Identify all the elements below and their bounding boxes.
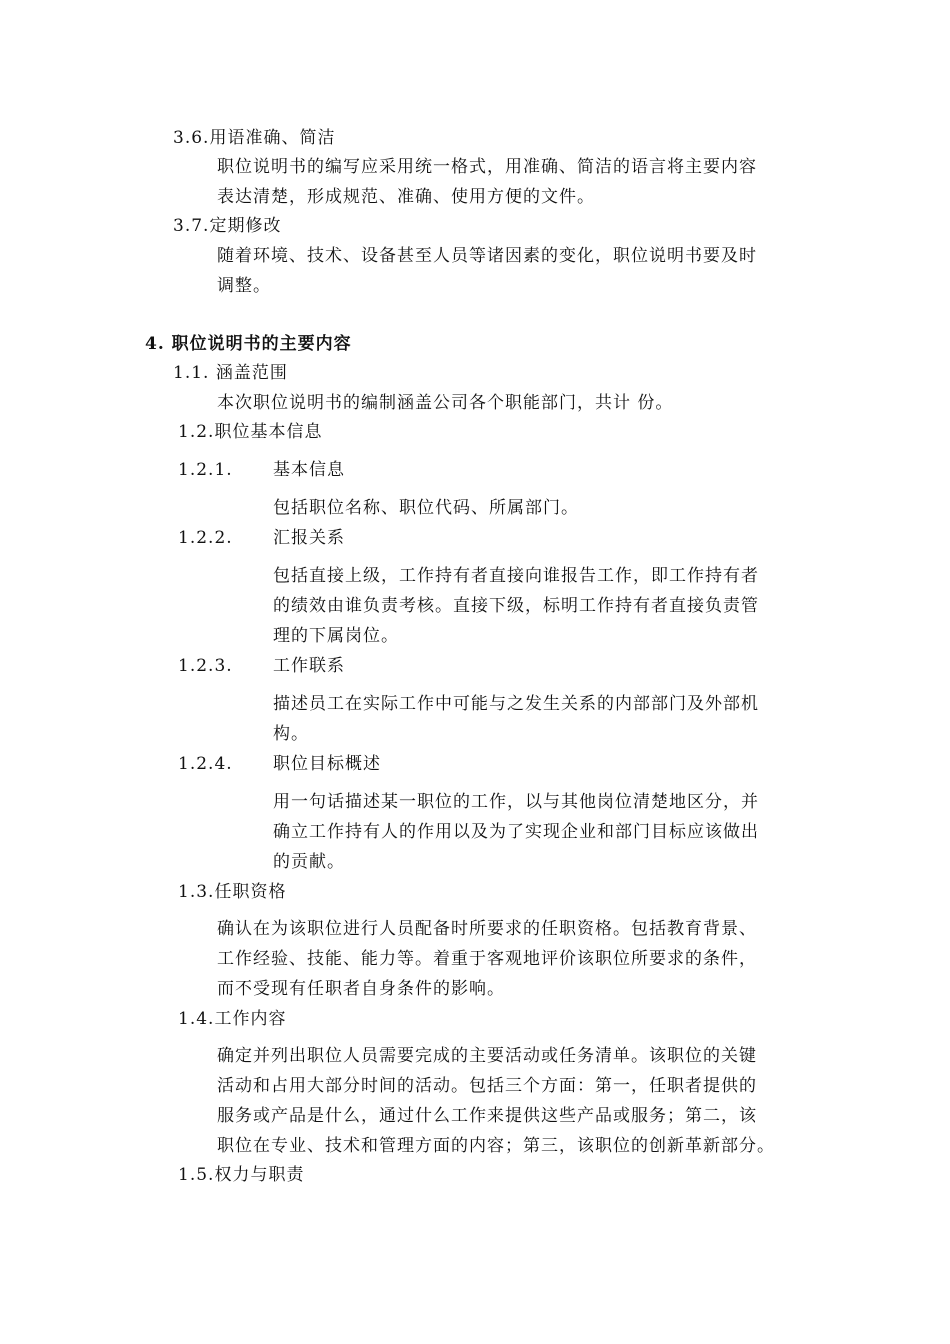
paragraph-line: 构。 (273, 724, 309, 744)
section-heading-3-7: 3.7.定期修改 (173, 216, 282, 236)
paragraph-line: 随着环境、技术、设备甚至人员等诸因素的变化，职位说明书要及时 (217, 246, 757, 266)
subsection-title-1-2-2: 汇报关系 (273, 528, 345, 548)
paragraph-line: 理的下属岗位。 (273, 626, 399, 646)
paragraph-line: 确立工作持有人的作用以及为了实现企业和部门目标应该做出 (273, 822, 759, 842)
paragraph-line: 工作经验、技能、能力等。着重于客观地评价该职位所要求的条件， (217, 949, 757, 969)
paragraph-line: 确认在为该职位进行人员配备时所要求的任职资格。包括教育背景、 (217, 919, 757, 939)
subsection-number-1-2-4: 1.2.4. (178, 754, 233, 774)
paragraph-line: 本次职位说明书的编制涵盖公司各个职能部门，共计 份。 (217, 393, 674, 413)
section-heading-1-5: 1.5.权力与职责 (178, 1165, 305, 1185)
section-heading-1-1: 1.1. 涵盖范围 (173, 363, 288, 383)
subsection-title-1-2-1: 基本信息 (273, 460, 345, 480)
section-heading-1-3: 1.3.任职资格 (178, 882, 287, 902)
section-heading-1-4: 1.4.工作内容 (178, 1009, 287, 1029)
subsection-number-1-2-1: 1.2.1. (178, 460, 233, 480)
paragraph-line: 确定并列出职位人员需要完成的主要活动或任务清单。该职位的关键 (217, 1046, 757, 1066)
subsection-title-1-2-3: 工作联系 (273, 656, 345, 676)
subsection-number-1-2-3: 1.2.3. (178, 656, 233, 676)
paragraph-line: 职位在专业、技术和管理方面的内容；第三，该职位的创新革新部分。 (217, 1136, 775, 1156)
paragraph-line: 的绩效由谁负责考核。直接下级，标明工作持有者直接负责管 (273, 596, 759, 616)
subsection-title-1-2-4: 职位目标概述 (273, 754, 381, 774)
chapter-heading-4: 4. 职位说明书的主要内容 (145, 334, 352, 354)
paragraph-line: 而不受现有任职者自身条件的影响。 (217, 979, 505, 999)
paragraph-line: 包括直接上级，工作持有者直接向谁报告工作，即工作持有者 (273, 566, 759, 586)
paragraph-line: 描述员工在实际工作中可能与之发生关系的内部部门及外部机 (273, 694, 759, 714)
paragraph-line: 服务或产品是什么，通过什么工作来提供这些产品或服务；第二，该 (217, 1106, 757, 1126)
paragraph-line: 的贡献。 (273, 852, 345, 872)
paragraph-line: 表达清楚，形成规范、准确、使用方便的文件。 (217, 187, 595, 207)
subsection-number-1-2-2: 1.2.2. (178, 528, 233, 548)
section-heading-3-6: 3.6.用语准确、简洁 (173, 128, 336, 148)
section-heading-1-2: 1.2.职位基本信息 (178, 422, 323, 442)
paragraph-line: 活动和占用大部分时间的活动。包括三个方面：第一，任职者提供的 (217, 1076, 757, 1096)
paragraph-line: 职位说明书的编写应采用统一格式，用准确、简洁的语言将主要内容 (217, 157, 757, 177)
paragraph-line: 调整。 (217, 276, 271, 296)
paragraph-line: 包括职位名称、职位代码、所属部门。 (273, 498, 579, 518)
paragraph-line: 用一句话描述某一职位的工作，以与其他岗位清楚地区分，并 (273, 792, 759, 812)
